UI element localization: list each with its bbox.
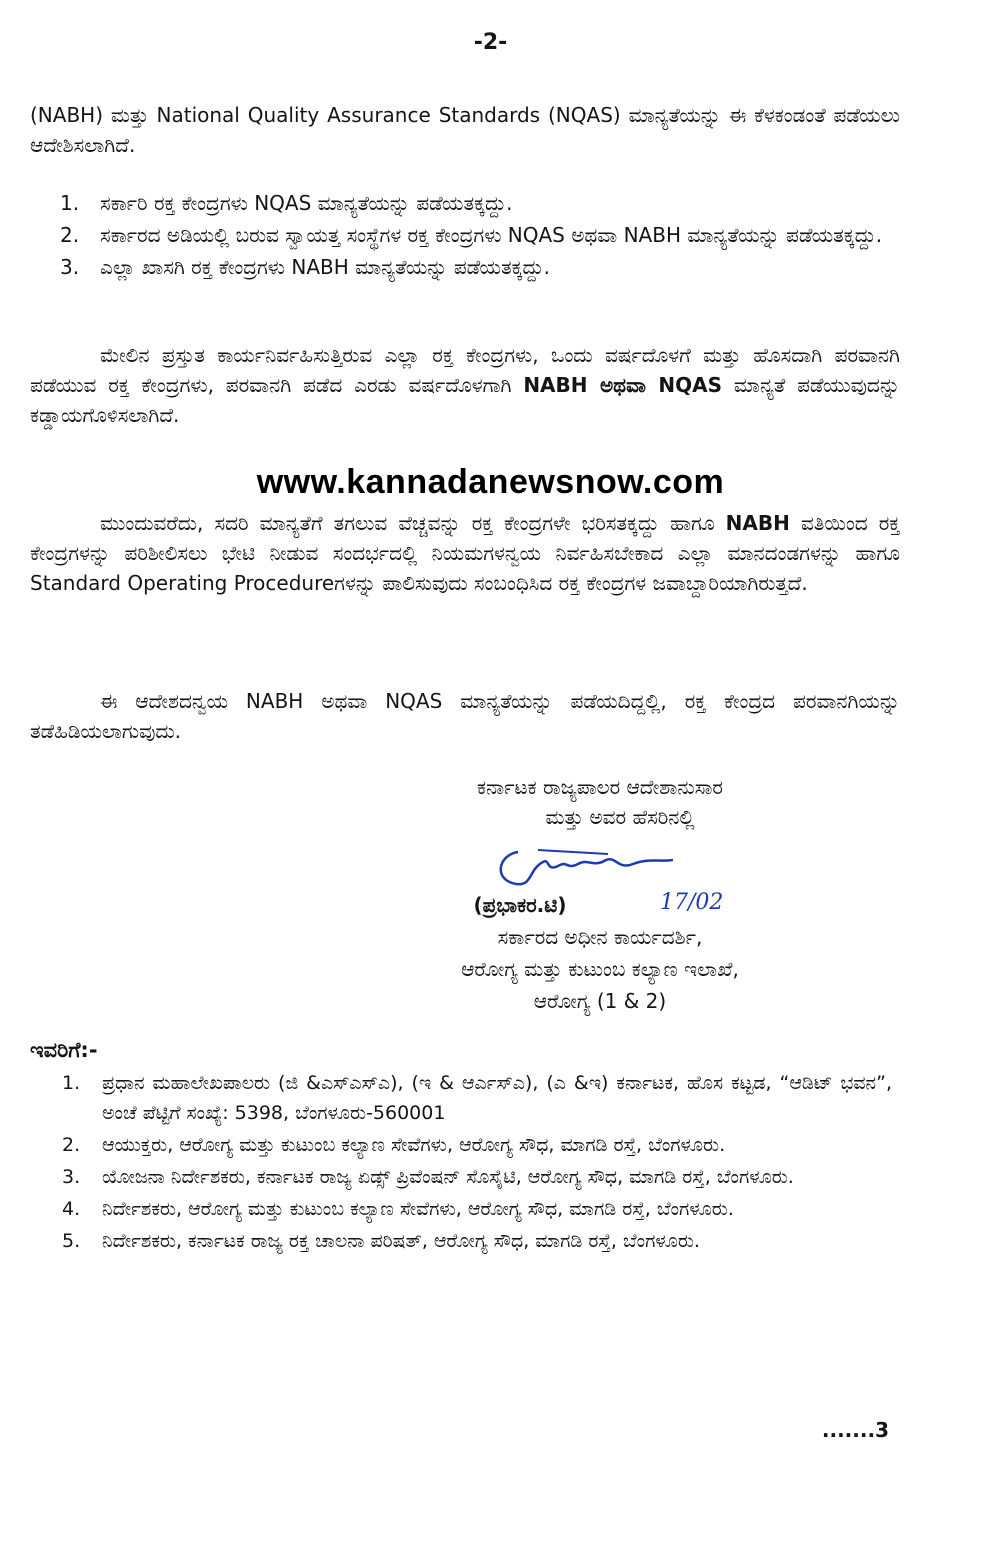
recipient-number: 3. xyxy=(62,1166,81,1188)
recipient-text: ಯೋಜನಾ ನಿರ್ದೇಶಕರು, ಕರ್ನಾಟಕ ರಾಜ್ಯ ಏಡ್ಸ್ ಪ್ರಿವೆಂಷನ್ ಸೊಸೈಟಿ, ಆರೋಗ್ಯ ಸೌಧ, ಮಾಗಡಿ ರಸ್ತೆ, ಬೆಂಗಳೂರು. xyxy=(102,1166,794,1188)
order-item xyxy=(60,220,900,250)
order-item-number: 3. xyxy=(60,255,80,279)
signatory-name: (ಪ್ರಭಾಕರ.ಟಿ) xyxy=(473,893,567,917)
accreditation-deadline-paragraph xyxy=(30,340,900,430)
order-item-number: 1. xyxy=(60,191,80,215)
page-number: -2- xyxy=(473,30,508,55)
recipient-number: 4. xyxy=(62,1198,81,1220)
para2-text-start: ಮೇಲಿನ ಪ್ರಸ್ತುತ ಕಾರ್ಯನಿರ್ವಹಿಸುತ್ತಿರುವ ಎಲ್ಲಾ ರಕ್ತ ಕೇಂದ್ರಗಳು, ಒಂದು ವರ್ಷದೊಳಗೆ ಮತ್ತು ಹೊಸದಾಗಿ ಪರವಾನಗಿ ಪಡೆಯುವ ರಕ್ತ ಕೇಂದ್ರಗಳು, ಪರವಾನಗಿ ಪಡೆದ ಎರಡು ವರ್ಷದೊಳಗಾಗಿ xyxy=(30,343,900,397)
continuation-marker: .......3 xyxy=(821,1418,889,1442)
recipient-text: ನಿರ್ದೇಶಕರು, ಆರೋಗ್ಯ ಮತ್ತು ಕುಟುಂಬ ಕಲ್ಯಾಣ ಸೇವೆಗಳು, ಆರೋಗ್ಯ ಸೌಧ, ಮಾಗಡಿ ರಸ್ತೆ, ಬೆಂಗಳೂರು. xyxy=(102,1198,734,1220)
recipients-heading: ಇವರಿಗೆ:- xyxy=(30,1038,98,1062)
recipient-item xyxy=(62,1068,892,1128)
recipient-text: ಆಯುಕ್ತರು, ಆರೋಗ್ಯ ಮತ್ತು ಕುಟುಂಬ ಕಲ್ಯಾಣ ಸೇವೆಗಳು, ಆರೋಗ್ಯ ಸೌಧ, ಮಾಗಡಿ ರಸ್ತೆ, ಬೆಂಗಳೂರು. xyxy=(102,1134,726,1156)
para3-bold-text: NABH xyxy=(725,511,790,535)
order-item xyxy=(60,188,900,218)
recipient-item xyxy=(62,1162,892,1192)
governor-order-line: ಕರ್ನಾಟಕ ರಾಜ್ಯಪಾಲರ ಆದೇಶಾನುಸಾರ xyxy=(476,775,723,799)
order-item-number: 2. xyxy=(60,223,80,247)
order-list xyxy=(60,188,900,284)
para3-text-end: ವತಿಯಿಂದ ರಕ್ತ ಕೇಂದ್ರಗಳನ್ನು ಪರಿಶೀಲಿಸಲು ಭೇಟಿ ನೀಡುವ ಸಂದರ್ಭದಲ್ಲಿ ನಿಯಮಗಳನ್ವಯ ನಿರ್ವಹಿಸಬೇಕಾದ ಎಲ್ಲಾ ಮಾನದಂಡಗಳನ್ನು ಹಾಗೂ Standard Operating Procedureಗಳನ್ನು ಪಾಲಿಸುವುದು ಸಂಬಂಧಿಸಿದ ರಕ್ತ ಕೇಂದ್ರಗಳ ಜವಾಬ್ದಾರಿಯಾಗಿರುತ್ತದೆ. xyxy=(30,511,900,595)
license-withhold-paragraph: ಈ ಆದೇಶದನ್ವಯ NABH ಅಥವಾ NQAS ಮಾನ್ಯತೆಯನ್ನು ಪಡೆಯದಿದ್ದಲ್ಲಿ, ರಕ್ತ ಕೇಂದ್ರದ ಪರವಾನಗಿಯನ್ನು ತಡೆಹಿಡಿಯಲಾಗುವುದು. xyxy=(30,689,900,743)
recipient-text: ನಿರ್ದೇಶಕರು, ಕರ್ನಾಟಕ ರಾಜ್ಯ ರಕ್ತ ಚಾಲನಾ ಪರಿಷತ್, ಆರೋಗ್ಯ ಸೌಧ, ಮಾಗಡಿ ರಸ್ತೆ, ಬೆಂಗಳೂರು. xyxy=(102,1230,700,1252)
recipient-number: 5. xyxy=(62,1230,81,1252)
recipient-number: 2. xyxy=(62,1134,81,1156)
para2-bold-text: NABH ಅಥವಾ NQAS xyxy=(523,373,723,397)
website-watermark: www.kannadanewsnow.com xyxy=(256,463,725,501)
signatory-section: ಆರೋಗ್ಯ (1 & 2) xyxy=(533,989,667,1013)
intro-paragraph: (NABH) ಮತ್ತು National Quality Assurance Standards (NQAS) ಮಾನ್ಯತೆಯನ್ನು ಈ ಕೆಳಕಂಡಂತೆ ಪಡೆಯಲು ಆದೇಶಿಸಲಾಗಿದೆ. xyxy=(30,103,900,157)
recipient-item xyxy=(62,1226,892,1256)
cost-responsibility-paragraph xyxy=(30,508,900,598)
governor-name-line: ಮತ್ತು ಅವರ ಹೆಸರಿನಲ್ಲಿ xyxy=(545,805,695,829)
recipient-item xyxy=(62,1194,892,1224)
order-item-text: ಸರ್ಕಾರಿ ರಕ್ತ ಕೇಂದ್ರಗಳು NQAS ಮಾನ್ಯತೆಯನ್ನು ಪಡೆಯತಕ್ಕದ್ದು. xyxy=(100,191,513,215)
signatory-title: ಸರ್ಕಾರದ ಅಧೀನ ಕಾರ್ಯದರ್ಶಿ, xyxy=(497,925,703,949)
recipient-number: 1. xyxy=(62,1072,81,1094)
order-item xyxy=(60,252,900,282)
recipient-item xyxy=(62,1130,892,1160)
para2-text-end: ಮಾನ್ಯತೆ ಪಡೆಯುವುದನ್ನು ಕಡ್ಡಾಯಗೊಳಿಸಲಾಗಿದೆ. xyxy=(30,373,901,427)
recipient-text: ಪ್ರಧಾನ ಮಹಾಲೇಖಪಾಲರು (ಜಿ &ಎಸ್ಎಸ್ಎ), (ಇ & ಆರ್ಎಸ್ಎ), (ಎ &ಇ) ಕರ್ನಾಟಕ, ಹೊಸ ಕಟ್ಟಡ, “ಆಡಿಟ್ ಭವನ”, ಅಂಚೆ ಪೆಟ್ಟಿಗೆ ಸಂಖ್ಯೆ: 5398, ಬೆಂಗಳೂರು-560001 xyxy=(102,1072,892,1124)
order-item-text: ಸರ್ಕಾರದ ಅಡಿಯಲ್ಲಿ ಬರುವ ಸ್ವಾಯತ್ತ ಸಂಸ್ಥೆಗಳ ರಕ್ತ ಕೇಂದ್ರಗಳು NQAS ಅಥವಾ NABH ಮಾನ್ಯತೆಯನ್ನು ಪಡೆಯತಕ್ಕದ್ದು. xyxy=(100,223,883,247)
para3-text-start: ಮುಂದುವರೆದು, ಸದರಿ ಮಾನ್ಯತೆಗೆ ತಗಲುವ ವೆಚ್ಚವನ್ನು ರಕ್ತ ಕೇಂದ್ರಗಳೇ ಭರಿಸತಕ್ಕದ್ದು ಹಾಗೂ xyxy=(100,511,726,535)
order-item-text: ಎಲ್ಲಾ ಖಾಸಗಿ ರಕ್ತ ಕೇಂದ್ರಗಳು NABH ಮಾನ್ಯತೆಯನ್ನು ಪಡೆಯತಕ್ಕದ್ದು. xyxy=(100,255,550,279)
handwritten-date: 17/02 xyxy=(660,890,724,915)
recipients-list xyxy=(62,1068,892,1258)
signatory-department: ಆರೋಗ್ಯ ಮತ್ತು ಕುಟುಂಬ ಕಲ್ಯಾಣ ಇಲಾಖೆ, xyxy=(461,957,739,981)
